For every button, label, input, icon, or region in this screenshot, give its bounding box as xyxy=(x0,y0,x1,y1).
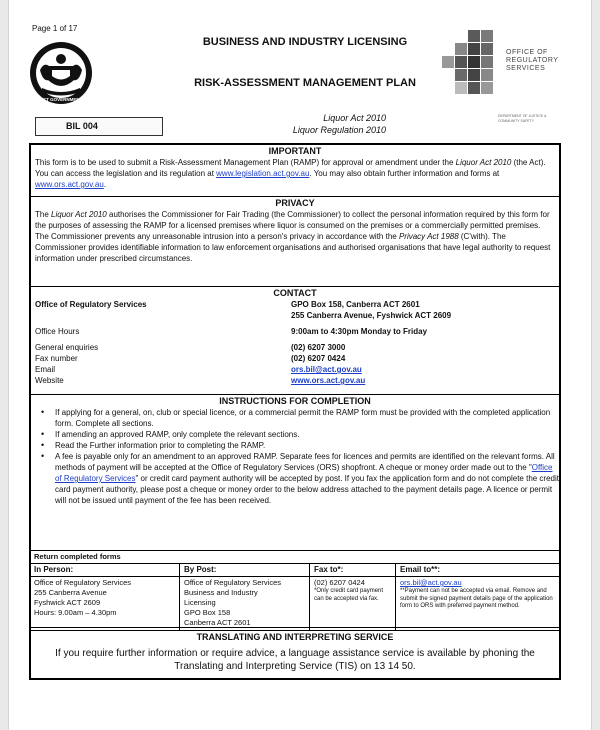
contact-email-link[interactable]: ors.bil@act.gov.au xyxy=(291,365,362,374)
instruction-item: • A fee is payable only for an amendment to an approved RAMP. Separate fees for licences and permits are identified on the relevant forms. All methods of payment will be accepted at the Office of Regulatory Services (ORS) shopfront. A cheque or money order made out to the "Office of Regulatory Services" or credit card payment authority will be accepted by post. If you fax the application form and do not complete the credit card payment authority, please post a cheque or money order to the below address attached to the payment details page. A licence or permit will not be issued until payment of the fee has been received. xyxy=(31,451,559,506)
contact-row-enquiries: General enquiries (02) 6207 3000 xyxy=(35,343,346,352)
return-forms-table xyxy=(29,550,561,631)
important-title: IMPORTANT xyxy=(268,146,322,156)
ors-logo-text: OFFICE OF REGULATORY SERVICES xyxy=(506,49,559,72)
contact-title: CONTACT xyxy=(273,288,317,298)
act-government-crest-icon xyxy=(28,40,94,106)
contact-row-website: Website www.ors.act.gov.au xyxy=(35,376,366,385)
contact-row-fax: Fax number (02) 6207 0424 xyxy=(35,354,346,363)
page-number: Page 1 of 17 xyxy=(32,24,78,33)
tis-title: TRANSLATING AND INTERPRETING SERVICE xyxy=(196,632,394,642)
ors-logo xyxy=(440,30,560,140)
tis-text: If you require further information or require advice, a language assistance service is available by phoning the Translating and Interpreting Service (TIS) on 13 14 50. xyxy=(55,648,535,672)
contact-section xyxy=(31,286,559,386)
legislation-link[interactable]: www.legislation.act.gov.au xyxy=(216,169,310,178)
privacy-title: PRIVACY xyxy=(275,198,315,208)
crest-text: ACT GOVERNMENT xyxy=(39,97,83,102)
col-in-person: In Person: xyxy=(30,564,180,577)
ors-website-link[interactable]: www.ors.act.gov.au xyxy=(35,180,104,189)
by-post-cell: Office of Regulatory Services Business and Industry Licensing GPO Box 158 Canberra ACT 2601 xyxy=(180,577,310,631)
ors-logo-department: DEPARTMENT OF JUSTICE & COMMUNITY SAFETY xyxy=(498,114,547,123)
important-text: This form is to be used to submit a Risk-Assessment Management Plan (RAMP) for approval or amendment under the Liquor Act 2010 (the Act). You can access the legislation and its regulation at www.legislation.act.gov.au. You may also obtain further information and forms at www.ors.act.gov.au. xyxy=(35,158,546,189)
important-section xyxy=(31,145,559,190)
form-code: BIL 004 xyxy=(35,117,163,136)
return-forms-title: Return completed forms xyxy=(30,551,561,564)
in-person-cell: Office of Regulatory Services 255 Canberra Avenue Fyshwick ACT 2609 Hours: 9.00am – 4.30pm xyxy=(30,577,180,631)
legislation-list xyxy=(270,112,386,136)
instruction-item: • If applying for a general, on, club or special licence, or a commercial permit the RAMP form must be provided with the completed application form. Complete all sections. xyxy=(31,407,559,429)
ors-payee-link: Office of Regulatory Services xyxy=(55,463,553,483)
contact-row-hours: Office Hours 9:00am to 4:30pm Monday to Friday xyxy=(35,327,428,336)
fax-cell: (02) 6207 0424 *Only credit card payment can be accepted via fax. xyxy=(310,577,396,631)
instructions-section xyxy=(31,394,559,506)
page-title: RISK-ASSESSMENT MANAGEMENT PLAN xyxy=(194,77,416,89)
return-email-link[interactable]: ors.bil@act.gov.au xyxy=(400,578,462,587)
instruction-item: • Read the Further information prior to completing the RAMP. xyxy=(31,440,559,451)
privacy-text: The Liquor Act 2010 authorises the Commissioner for Fair Trading (the Commissioner) to collect the personal information required by this form for the purposes of assessing the RAMP for a licensed premises where liquor is consumed on the premises or a commercially permitted premises. The Commissioner prevents any unreasonable intrusion into a person's privacy in accordance with the Privacy Act 1988 (C'with). The Commissioner provides identifiable information to law enforcement organisations and authorised organisations that have legal authority to request information under prescribed circumstances. xyxy=(35,210,551,263)
header-department: BUSINESS AND INDUSTRY LICENSING xyxy=(202,36,408,48)
col-by-post: By Post: xyxy=(180,564,310,577)
legislation-regulation: Liquor Regulation 2010 xyxy=(292,125,386,135)
instructions-title: INSTRUCTIONS FOR COMPLETION xyxy=(219,396,371,406)
contact-row-email: Email ors.bil@act.gov.au xyxy=(35,365,362,374)
email-cell: ors.bil@act.gov.au **Payment can not be accepted via email. Remove and submit the signed payment details page of the application form to ORS with preferred payment method. xyxy=(396,577,561,631)
contact-row-address: 255 Canberra Avenue, Fyshwick ACT 2609 xyxy=(291,311,452,320)
contact-website-link[interactable]: www.ors.act.gov.au xyxy=(291,376,366,385)
legislation-act: Liquor Act 2010 xyxy=(323,113,386,123)
contact-row-office: Office of Regulatory Services GPO Box 158, Canberra ACT 2601 xyxy=(35,300,420,309)
instruction-item: • If amending an approved RAMP, only complete the relevant sections. xyxy=(31,429,559,440)
privacy-section xyxy=(31,196,559,264)
tis-section xyxy=(29,627,561,680)
col-email: Email to**: xyxy=(396,564,561,577)
col-fax: Fax to*: xyxy=(310,564,396,577)
